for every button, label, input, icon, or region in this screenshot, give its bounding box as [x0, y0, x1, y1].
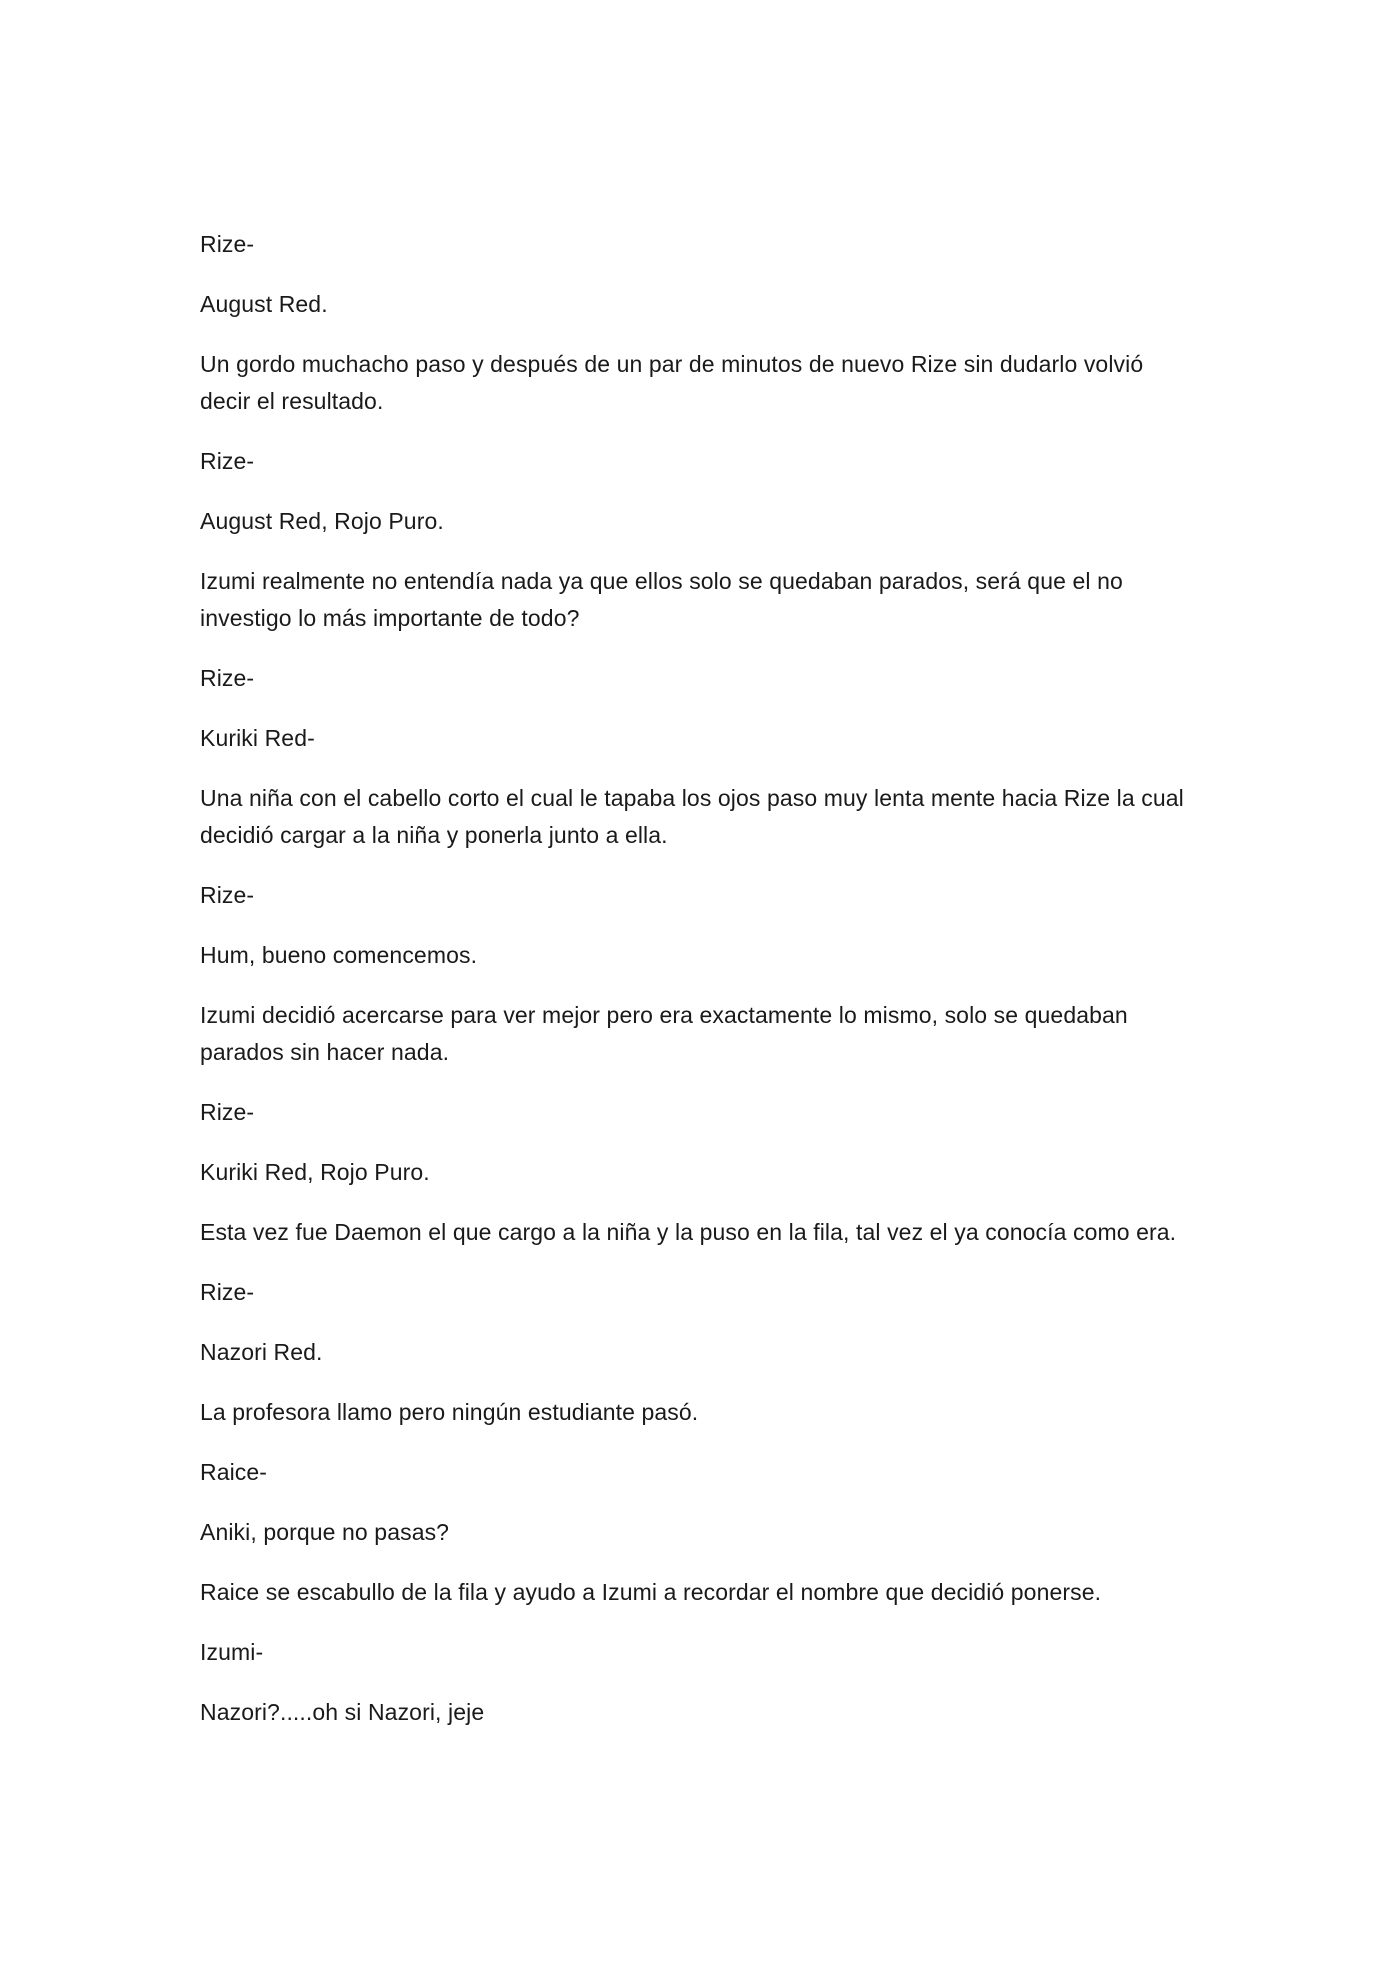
- speaker-label: Rize-: [200, 665, 255, 691]
- dialogue-line: Aniki, porque no pasas?: [200, 1519, 450, 1545]
- narration-paragraph: La profesora llamo pero ningún estudiante pasó.: [200, 1399, 699, 1425]
- dialogue-line: August Red.: [200, 291, 328, 317]
- dialogue-line: Kuriki Red-: [200, 725, 315, 751]
- speaker-label: Izumi-: [200, 1639, 264, 1665]
- speaker-label: Rize-: [200, 882, 255, 908]
- document-body: [200, 226, 1200, 1754]
- dialogue-line: Kuriki Red, Rojo Puro.: [200, 1159, 430, 1185]
- narration-paragraph: Izumi decidió acercarse para ver mejor pero era exactamente lo mismo, solo se quedaban parados sin hacer nada.: [200, 1002, 1128, 1065]
- speaker-label: Rize-: [200, 231, 255, 257]
- dialogue-line: August Red, Rojo Puro.: [200, 508, 444, 534]
- speaker-label: Raice-: [200, 1459, 268, 1485]
- speaker-label: Rize-: [200, 448, 255, 474]
- dialogue-line: Nazori Red.: [200, 1339, 323, 1365]
- narration-paragraph: Una niña con el cabello corto el cual le tapaba los ojos paso muy lenta mente hacia Rize la cual decidió cargar a la niña y ponerla junto a ella.: [200, 785, 1184, 848]
- speaker-label: Rize-: [200, 1279, 255, 1305]
- narration-paragraph: Izumi realmente no entendía nada ya que ellos solo se quedaban parados, será que el no investigo lo más importante de todo?: [200, 568, 1123, 631]
- narration-paragraph: Un gordo muchacho paso y después de un par de minutos de nuevo Rize sin dudarlo volvió decir el resultado.: [200, 351, 1144, 414]
- narration-paragraph: Esta vez fue Daemon el que cargo a la niña y la puso en la fila, tal vez el ya conocía como era.: [200, 1219, 1177, 1245]
- dialogue-line: Hum, bueno comencemos.: [200, 942, 478, 968]
- dialogue-line: Nazori?.....oh si Nazori, jeje: [200, 1699, 485, 1725]
- speaker-label: Rize-: [200, 1099, 255, 1125]
- narration-paragraph: Raice se escabullo de la fila y ayudo a Izumi a recordar el nombre que decidió ponerse.: [200, 1579, 1102, 1605]
